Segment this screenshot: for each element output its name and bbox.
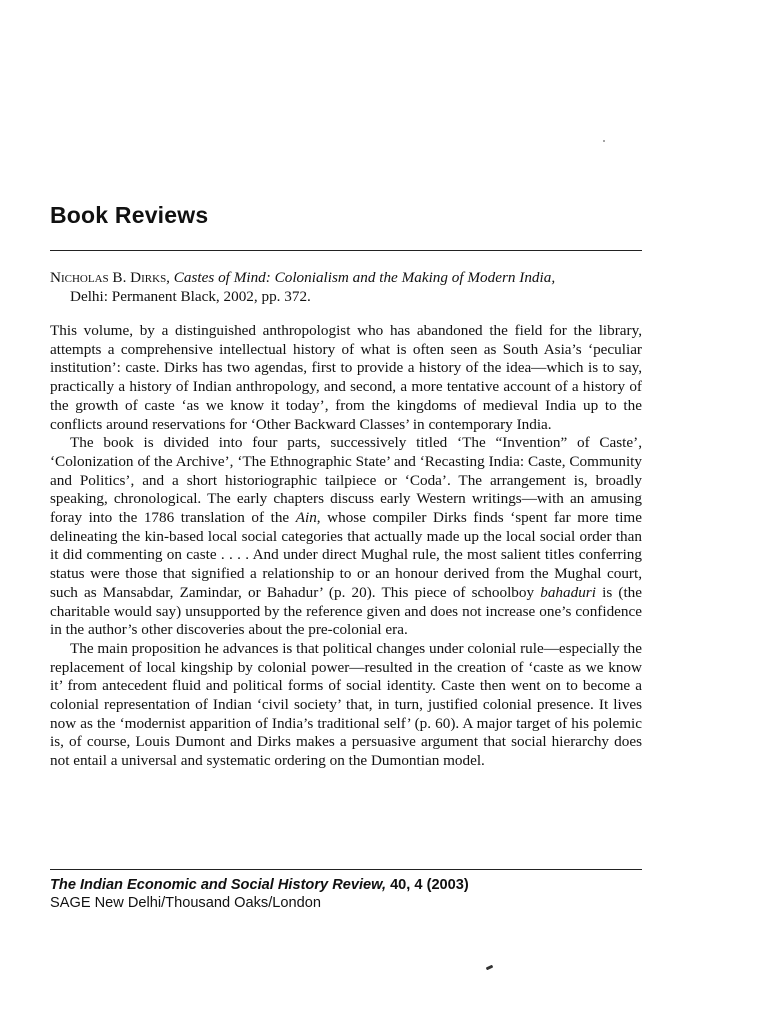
paragraph-1-text: This volume, by a distinguished anthropologist who has abandoned the field for the library, attempts a comprehensive intellectual history of what is often seen as South Asia’s ‘peculiar institution’: caste. Dirks has two agendas, first to provide a history of the idea—which is to say, practically a history of Indian anthropology, and second, a more tentative account of a history of the growth of caste ‘as we know it today’, from the kingdoms of medieval India up to the conflicts around reservations for ‘Other Backward Classes’ in contemporary India. xyxy=(50,322,642,433)
scan-speck xyxy=(603,140,605,142)
journal-line xyxy=(50,876,642,894)
paragraph-3-text: The main proposition he advances is that political changes under colonial rule—especially the replacement of local kingship by colonial power—resulted in the creation of ‘caste as we know it’ from antecedent fluid and political forms of social identity. Caste then went on to become a colonial representation of Indian ‘civil society’ that, in turn, justified colonial presence. It lives now as the ‘modernist apparition of India’s traditional self’ (p. 60). A major target of his polemic is, of course, Louis Dumont and Dirks makes a persuasive argument that social hierarchy does not entail a universal and systematic ordering on the Dumontian model. xyxy=(50,639,642,770)
footer-divider xyxy=(50,869,642,870)
citation-title: Castes of Mind: Colonialism and the Making of Modern India, xyxy=(173,269,556,286)
scan-mark xyxy=(486,965,494,971)
paragraph-3 xyxy=(50,640,642,771)
paragraph-2-text-a: The book is divided into four parts, successively titled ‘The “Invention” of Caste’, ‘Colonization of the Archive’, ‘The Ethnographic State’ and ‘Recasting India: Caste, Community and Politics’, and a short historiographic tailpiece or ‘Coda’. The arrangement is, broadly speaking, chronological. The early chapters discuss early Western writings—with an amusing foray into the 1786 translation of the xyxy=(50,434,642,527)
citation-publication: Delhi: Permanent Black, 2002, pp. 372. xyxy=(70,288,311,305)
paragraph-2-text-b: , whose compiler Dirks finds ‘spent far more time delineating the kin-based local social categories that actually made up the local social order than it did commenting on caste . . . . And under direct Mughal rule, the most salient titles conferring status were those that signified a relationship to or an honour derived from the Mughal court, such as Mansabdar, Zamindar, or Bahadur’ (p. 20). This piece of schoolboy xyxy=(50,509,642,601)
bahaduri-term: bahaduri xyxy=(540,583,596,601)
journal-footer xyxy=(50,876,642,912)
book-citation xyxy=(50,268,642,306)
publisher-line: SAGE New Delhi/Thousand Oaks/London xyxy=(50,895,321,911)
journal-issue: 40, 4 (2003) xyxy=(386,877,469,893)
top-divider xyxy=(50,250,642,251)
citation-author: Nicholas B. Dirks, xyxy=(50,269,170,286)
review-body xyxy=(50,322,642,771)
paragraph-1 xyxy=(50,322,642,434)
paragraph-2 xyxy=(50,434,642,640)
journal-name: The Indian Economic and Social History Review, xyxy=(50,877,387,893)
ain-term: Ain xyxy=(295,509,317,527)
paragraph-2-text-c: is (the charitable would say) unsupported by the reference given and does not increase one’s confidence in the author’s other discoveries about the pre-colonial era. xyxy=(50,583,642,639)
section-title: Book Reviews xyxy=(50,202,209,228)
